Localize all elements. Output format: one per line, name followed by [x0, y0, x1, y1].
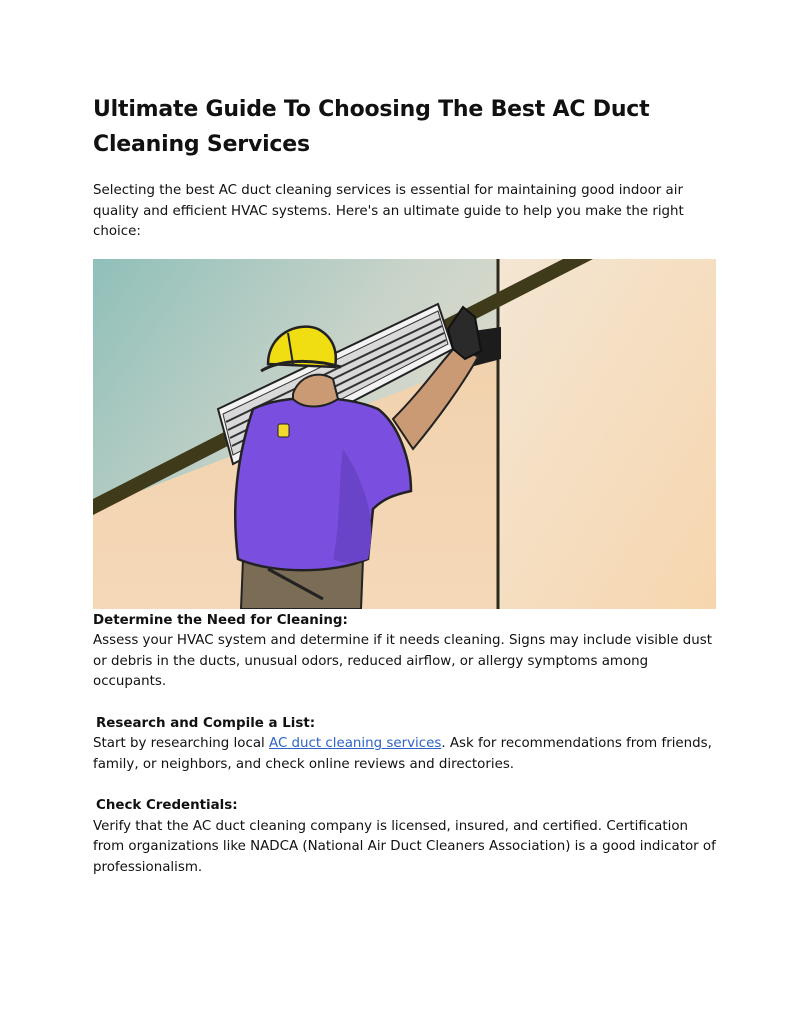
section-research	[93, 714, 718, 776]
section-body	[93, 734, 718, 775]
badge-icon	[278, 424, 289, 437]
wall-right-panel	[498, 259, 716, 609]
section-body-text: Start by researching local	[93, 736, 270, 751]
section-body: Verify that the AC duct cleaning company is licensed, insured, and certified. Certification from organizations like NADCA (National Air Duct Cleaners Association) is a good indicator of professionalism.	[93, 818, 716, 875]
section-heading: Determine the Need for Cleaning:	[93, 612, 348, 628]
section-heading: Check Credentials:	[96, 798, 238, 813]
section-body-text: . Ask for recommendations from friends, family, or neighbors, and check online reviews and directories.	[93, 736, 712, 772]
duct-cleaning-services-link[interactable]: AC duct cleaning services	[269, 736, 442, 751]
section-credentials	[93, 796, 718, 878]
section-heading: Research and Compile a List:	[96, 715, 316, 731]
document-page	[93, 92, 718, 878]
duct-cleaning-illustration	[93, 259, 716, 609]
page-title: Ultimate Guide To Choosing The Best AC Duct Cleaning Services	[93, 97, 650, 157]
intro-paragraph: Selecting the best AC duct cleaning services is essential for maintaining good indoor air quality and efficient HVAC systems. Here's an ultimate guide to help you make the right choice:	[93, 183, 684, 239]
section-need-for-cleaning	[93, 611, 718, 693]
section-body: Assess your HVAC system and determine if it needs cleaning. Signs may include visible dust or debris in the ducts, unusual odors, reduced airflow, or allergy symptoms among occupants.	[93, 633, 712, 689]
